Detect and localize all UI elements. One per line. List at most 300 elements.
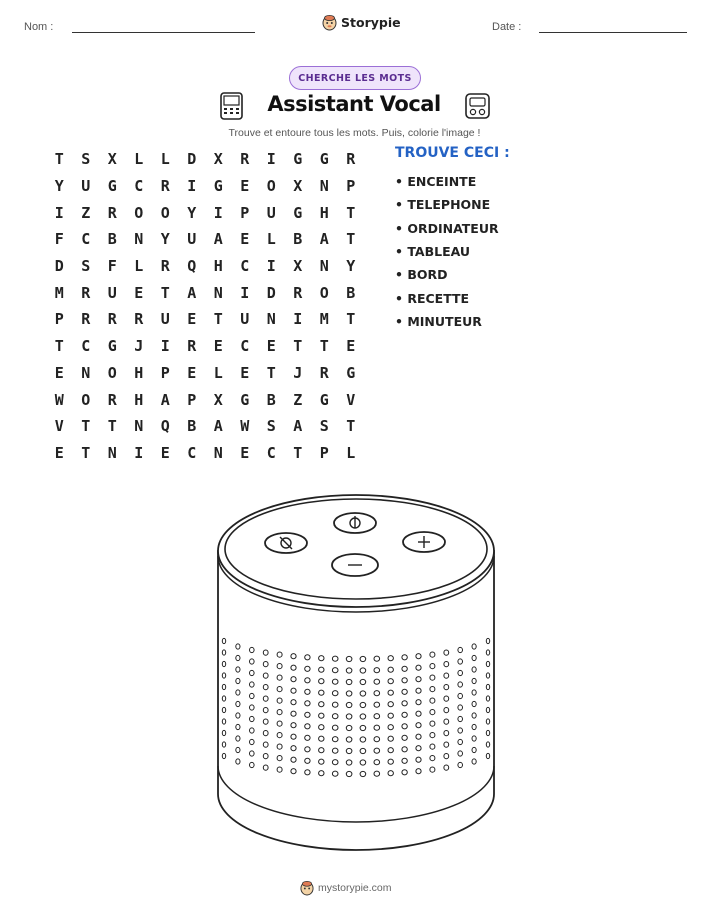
grille-hole xyxy=(222,707,225,712)
grille-hole xyxy=(319,759,324,764)
grille-hole xyxy=(305,689,310,694)
grid-letter[interactable]: E xyxy=(240,230,250,249)
grille-hole xyxy=(472,759,476,764)
grille-hole xyxy=(486,719,489,724)
grid-letter[interactable]: G xyxy=(319,390,329,409)
grille-hole xyxy=(236,759,240,764)
grille-hole xyxy=(346,737,352,742)
grille-hole xyxy=(486,661,489,666)
grille-hole xyxy=(319,771,324,776)
grid-letter[interactable]: C xyxy=(134,177,144,196)
grille-hole xyxy=(388,690,393,695)
grid-letter[interactable]: P xyxy=(240,203,250,222)
grille-hole xyxy=(430,675,435,680)
grille-hole xyxy=(416,688,421,693)
grille-hole xyxy=(416,769,421,774)
grid-letter[interactable]: S xyxy=(81,150,91,169)
grid-letter[interactable]: E xyxy=(240,177,250,196)
grid-letter[interactable]: A xyxy=(293,417,303,436)
grid-letter[interactable]: R xyxy=(160,177,170,196)
grille-hole xyxy=(291,665,296,670)
grille-hole xyxy=(458,647,463,652)
grille-hole xyxy=(250,739,255,744)
grille-hole xyxy=(430,767,435,772)
grille-hole xyxy=(388,702,393,707)
grid-letter[interactable]: A xyxy=(319,230,329,249)
grille-hole xyxy=(374,771,380,776)
grille-hole xyxy=(305,724,310,729)
grille-hole xyxy=(374,691,380,696)
grid-letter[interactable]: X xyxy=(213,390,223,409)
grid-letter[interactable]: E xyxy=(240,363,250,382)
grid-letter[interactable]: M xyxy=(319,310,329,329)
grid-letter[interactable]: T xyxy=(319,337,329,356)
grid-letter[interactable]: Z xyxy=(293,390,303,409)
grille-hole xyxy=(472,713,476,718)
grid-row xyxy=(46,146,364,173)
grid-letter[interactable]: U xyxy=(81,177,91,196)
grid-letter[interactable]: E xyxy=(134,283,144,302)
grid-letter[interactable]: I xyxy=(134,443,144,462)
grid-letter[interactable]: U xyxy=(240,310,250,329)
grid-row xyxy=(46,440,364,467)
grille-hole xyxy=(236,667,240,672)
grille-hole xyxy=(360,714,366,719)
grid-letter[interactable]: H xyxy=(319,203,329,222)
grid-letter[interactable]: P xyxy=(54,310,64,329)
grid-letter[interactable]: L xyxy=(213,363,223,382)
grid-letter[interactable]: N xyxy=(213,283,223,302)
grille-hole xyxy=(250,705,255,710)
grid-letter[interactable]: Y xyxy=(346,257,356,276)
grille-hole xyxy=(430,744,435,749)
grid-letter[interactable]: N xyxy=(81,363,91,382)
grid-letter[interactable]: T xyxy=(346,310,356,329)
grid-letter[interactable]: D xyxy=(187,150,197,169)
grille-hole xyxy=(374,748,380,753)
grid-letter[interactable]: U xyxy=(266,203,276,222)
grid-letter[interactable]: U xyxy=(187,230,197,249)
grid-row xyxy=(46,386,364,413)
grid-row xyxy=(46,279,364,306)
smart-speaker-illustration[interactable] xyxy=(210,494,502,860)
grille-hole xyxy=(277,756,282,761)
grille-hole xyxy=(444,719,449,724)
grille-hole xyxy=(472,736,476,741)
grid-letter[interactable]: O xyxy=(160,203,170,222)
grid-letter[interactable]: T xyxy=(107,417,117,436)
grille-hole xyxy=(291,688,296,693)
date-label: Date : xyxy=(492,21,522,33)
grille-hole xyxy=(360,668,366,673)
grid-letter[interactable]: D xyxy=(266,283,276,302)
grille-hole xyxy=(222,650,225,655)
grille-hole xyxy=(374,668,380,673)
grille-hole xyxy=(236,655,240,660)
grille-hole xyxy=(291,654,296,659)
grille-hole xyxy=(332,737,338,742)
grid-letter[interactable]: E xyxy=(266,337,276,356)
grille-hole xyxy=(291,723,296,728)
grille-hole xyxy=(250,647,255,652)
name-label: Nom : xyxy=(24,21,54,33)
grid-letter[interactable]: J xyxy=(134,337,144,356)
grille-hole xyxy=(236,701,240,706)
grille-hole xyxy=(416,700,421,705)
grid-letter[interactable]: X xyxy=(293,257,303,276)
grid-letter[interactable]: G xyxy=(240,390,250,409)
grid-letter[interactable]: T xyxy=(266,363,276,382)
grid-letter[interactable]: H xyxy=(134,363,144,382)
instructions: Trouve et entoure tous les mots. Puis, colorie l'image ! xyxy=(228,127,481,139)
grid-letter[interactable]: A xyxy=(160,390,170,409)
grid-letter[interactable]: Y xyxy=(54,177,64,196)
grille-hole xyxy=(388,759,393,764)
grid-letter[interactable]: O xyxy=(107,363,117,382)
grille-hole xyxy=(332,748,338,753)
grid-letter[interactable]: O xyxy=(81,390,91,409)
grid-letter[interactable]: B xyxy=(346,283,356,302)
grid-letter[interactable]: G xyxy=(346,363,356,382)
grid-letter[interactable]: T xyxy=(346,417,356,436)
grille-hole xyxy=(388,748,393,753)
grid-letter[interactable]: I xyxy=(293,310,303,329)
grid-row xyxy=(46,226,364,253)
grid-letter[interactable]: C xyxy=(187,443,197,462)
grid-letter[interactable]: C xyxy=(81,230,91,249)
grid-letter[interactable]: E xyxy=(213,337,223,356)
grid-letter[interactable]: N xyxy=(134,417,144,436)
grid-letter[interactable]: L xyxy=(160,150,170,169)
grid-letter[interactable]: A xyxy=(187,283,197,302)
grid-letter[interactable]: S xyxy=(266,417,276,436)
grid-letter[interactable]: R xyxy=(319,363,329,382)
grid-letter[interactable]: G xyxy=(107,337,117,356)
grille-hole xyxy=(388,679,393,684)
grille-hole xyxy=(472,667,476,672)
grille-hole xyxy=(263,742,268,747)
grid-letter[interactable]: S xyxy=(81,257,91,276)
grid-letter[interactable]: Y xyxy=(187,203,197,222)
grid-letter[interactable]: E xyxy=(160,443,170,462)
grid-letter[interactable]: U xyxy=(160,310,170,329)
grille-hole xyxy=(444,696,449,701)
grille-hole xyxy=(277,664,282,669)
grid-letter[interactable]: E xyxy=(54,443,64,462)
grille-hole xyxy=(402,735,407,740)
grille-hole xyxy=(472,701,476,706)
grille-hole xyxy=(319,690,324,695)
grille-hole xyxy=(458,728,463,733)
grid-letter[interactable]: W xyxy=(54,390,64,409)
grid-letter[interactable]: R xyxy=(293,283,303,302)
date-line[interactable] xyxy=(539,32,687,33)
grid-letter[interactable]: A xyxy=(213,230,223,249)
grille-hole xyxy=(458,659,463,664)
grid-letter[interactable]: L xyxy=(134,257,144,276)
grille-hole xyxy=(360,691,366,696)
grille-hole xyxy=(346,760,352,765)
grid-letter[interactable]: L xyxy=(266,230,276,249)
grille-hole xyxy=(277,675,282,680)
grille-hole xyxy=(222,753,225,758)
grid-letter[interactable]: V xyxy=(54,417,64,436)
grille-hole xyxy=(374,679,380,684)
grid-letter[interactable]: N xyxy=(319,257,329,276)
grid-letter[interactable]: B xyxy=(107,230,117,249)
grille-hole xyxy=(360,679,366,684)
grid-letter[interactable]: R xyxy=(81,310,91,329)
grid-letter[interactable]: G xyxy=(107,177,117,196)
grille-hole xyxy=(222,696,225,701)
grille-hole xyxy=(486,707,489,712)
grille-hole xyxy=(430,687,435,692)
grid-letter[interactable]: O xyxy=(319,283,329,302)
grid-letter[interactable]: X xyxy=(107,150,117,169)
grille-hole xyxy=(458,739,463,744)
grille-hole xyxy=(277,733,282,738)
grid-letter[interactable]: S xyxy=(319,417,329,436)
grid-letter[interactable]: X xyxy=(293,177,303,196)
word-list-item: • ENCEINTE xyxy=(395,174,477,190)
grille-hole xyxy=(430,710,435,715)
grid-letter[interactable]: L xyxy=(134,150,144,169)
grille-hole xyxy=(277,710,282,715)
grille-hole xyxy=(222,638,225,643)
grid-letter[interactable]: R xyxy=(160,257,170,276)
grid-letter[interactable]: P xyxy=(346,177,356,196)
grille-hole xyxy=(486,650,489,655)
grid-letter[interactable]: E xyxy=(346,337,356,356)
grid-letter[interactable]: T xyxy=(346,203,356,222)
grid-letter[interactable]: G xyxy=(213,177,223,196)
grille-hole xyxy=(486,753,489,758)
grille-hole xyxy=(374,725,380,730)
grid-letter[interactable]: N xyxy=(266,310,276,329)
grid-letter[interactable]: E xyxy=(240,443,250,462)
grid-letter[interactable]: T xyxy=(346,230,356,249)
grid-letter[interactable]: J xyxy=(293,363,303,382)
grille-hole xyxy=(486,673,489,678)
grid-letter[interactable]: R xyxy=(134,310,144,329)
grid-letter[interactable]: I xyxy=(240,283,250,302)
grid-row xyxy=(46,306,364,333)
grid-letter[interactable]: N xyxy=(319,177,329,196)
grille-hole xyxy=(291,746,296,751)
grid-letter[interactable]: P xyxy=(160,363,170,382)
grid-row xyxy=(46,360,364,387)
grille-hole xyxy=(291,700,296,705)
grid-letter[interactable]: H xyxy=(134,390,144,409)
grille-hole xyxy=(388,736,393,741)
grille-hole xyxy=(263,765,268,770)
grid-letter[interactable]: E xyxy=(54,363,64,382)
grid-letter[interactable]: R xyxy=(107,310,117,329)
grille-hole xyxy=(444,662,449,667)
grille-hole xyxy=(402,689,407,694)
grid-letter[interactable]: M xyxy=(54,283,64,302)
grid-letter[interactable]: C xyxy=(240,337,250,356)
grid-letter[interactable]: Q xyxy=(187,257,197,276)
grille-hole xyxy=(250,716,255,721)
grille-hole xyxy=(360,748,366,753)
grille-hole xyxy=(236,644,240,649)
grid-letter[interactable]: C xyxy=(240,257,250,276)
grille-hole xyxy=(277,744,282,749)
grid-letter[interactable]: V xyxy=(346,390,356,409)
grid-letter[interactable]: C xyxy=(81,337,91,356)
grille-hole xyxy=(346,702,352,707)
grid-letter[interactable]: E xyxy=(187,310,197,329)
grid-letter[interactable]: L xyxy=(346,443,356,462)
grille-hole xyxy=(305,678,310,683)
grille-hole xyxy=(291,757,296,762)
grille-hole xyxy=(346,656,352,661)
grid-letter[interactable]: I xyxy=(160,337,170,356)
grid-letter[interactable]: T xyxy=(213,310,223,329)
grille-hole xyxy=(444,650,449,655)
grille-hole xyxy=(416,757,421,762)
grille-hole xyxy=(291,769,296,774)
grille-hole xyxy=(305,701,310,706)
category-badge: CHERCHE LES MOTS xyxy=(289,66,421,90)
grille-hole xyxy=(416,711,421,716)
grid-letter[interactable]: P xyxy=(187,390,197,409)
grid-letter[interactable]: R xyxy=(187,337,197,356)
grid-letter[interactable]: I xyxy=(213,203,223,222)
grille-hole xyxy=(444,685,449,690)
grille-hole xyxy=(236,678,240,683)
word-list-item: • BORD xyxy=(395,267,448,283)
radio-device-icon xyxy=(464,92,491,120)
grid-letter[interactable]: Q xyxy=(160,417,170,436)
grid-letter[interactable]: I xyxy=(54,203,64,222)
grid-letter[interactable]: P xyxy=(319,443,329,462)
grille-hole xyxy=(402,701,407,706)
grid-letter[interactable]: B xyxy=(293,230,303,249)
grid-letter[interactable]: G xyxy=(293,203,303,222)
grid-letter[interactable]: G xyxy=(319,150,329,169)
grid-letter[interactable]: R xyxy=(81,283,91,302)
grid-letter[interactable]: F xyxy=(54,230,64,249)
word-list-item: • MINUTEUR xyxy=(395,313,482,329)
grille-hole xyxy=(374,737,380,742)
word-list-item: • TELEPHONE xyxy=(395,197,491,213)
grid-letter[interactable]: T xyxy=(160,283,170,302)
grid-letter[interactable]: C xyxy=(266,443,276,462)
grid-letter[interactable]: A xyxy=(213,417,223,436)
word-search-grid[interactable] xyxy=(46,146,364,466)
brand-name: Storypie xyxy=(341,15,401,30)
grille-hole xyxy=(472,678,476,683)
grille-hole xyxy=(472,690,476,695)
grid-letter[interactable]: N xyxy=(134,230,144,249)
grid-letter[interactable]: B xyxy=(266,390,276,409)
storypie-mascot-icon xyxy=(300,880,314,896)
grille-hole xyxy=(360,771,366,776)
grid-letter[interactable]: R xyxy=(107,390,117,409)
grille-hole xyxy=(444,742,449,747)
grid-row xyxy=(46,253,364,280)
grid-letter[interactable]: O xyxy=(134,203,144,222)
grid-letter[interactable]: I xyxy=(187,177,197,196)
grille-hole xyxy=(332,702,338,707)
grille-hole xyxy=(458,705,463,710)
grille-hole xyxy=(486,730,489,735)
grid-letter[interactable]: E xyxy=(187,363,197,382)
grid-letter[interactable]: R xyxy=(107,203,117,222)
grid-letter[interactable]: T xyxy=(81,417,91,436)
grille-hole xyxy=(236,690,240,695)
grid-letter[interactable]: R xyxy=(346,150,356,169)
grid-row xyxy=(46,199,364,226)
grille-hole xyxy=(430,698,435,703)
grille-hole xyxy=(305,712,310,717)
grille-hole xyxy=(458,751,463,756)
grille-hole xyxy=(346,714,352,719)
grid-letter[interactable]: W xyxy=(240,417,250,436)
grid-letter[interactable]: N xyxy=(107,443,117,462)
grille-hole xyxy=(458,716,463,721)
grid-letter[interactable]: G xyxy=(293,150,303,169)
grille-hole xyxy=(444,765,449,770)
word-list-item: • TABLEAU xyxy=(395,244,471,260)
grille-hole xyxy=(402,724,407,729)
grille-hole xyxy=(319,736,324,741)
grille-hole xyxy=(305,770,310,775)
grid-letter[interactable]: N xyxy=(213,443,223,462)
grille-hole xyxy=(374,760,380,765)
grid-letter[interactable]: R xyxy=(240,150,250,169)
grid-letter[interactable]: T xyxy=(54,337,64,356)
grille-hole xyxy=(319,679,324,684)
grid-letter[interactable]: T xyxy=(293,337,303,356)
grid-letter[interactable]: O xyxy=(266,177,276,196)
name-line[interactable] xyxy=(72,32,255,33)
grid-letter[interactable]: T xyxy=(81,443,91,462)
grille-hole xyxy=(236,747,240,752)
grid-letter[interactable]: I xyxy=(266,257,276,276)
grille-hole xyxy=(319,702,324,707)
grille-hole xyxy=(291,711,296,716)
grille-hole xyxy=(388,713,393,718)
grid-letter[interactable]: T xyxy=(54,150,64,169)
grille-hole xyxy=(263,719,268,724)
grid-letter[interactable]: I xyxy=(266,150,276,169)
grille-hole xyxy=(444,708,449,713)
grille-hole xyxy=(332,691,338,696)
grid-letter[interactable]: F xyxy=(107,257,117,276)
grille-hole xyxy=(236,724,240,729)
grille-hole xyxy=(263,731,268,736)
grid-letter[interactable]: B xyxy=(187,417,197,436)
grid-letter[interactable]: T xyxy=(293,443,303,462)
grid-letter[interactable]: Z xyxy=(81,203,91,222)
grid-letter[interactable]: D xyxy=(54,257,64,276)
grille-hole xyxy=(319,748,324,753)
grid-letter[interactable]: Y xyxy=(160,230,170,249)
grille-hole xyxy=(250,693,255,698)
grid-letter[interactable]: H xyxy=(213,257,223,276)
word-list xyxy=(395,170,499,333)
grid-letter[interactable]: U xyxy=(107,283,117,302)
grid-letter[interactable]: X xyxy=(213,150,223,169)
word-list-item: • ORDINATEUR xyxy=(395,220,499,236)
grille-hole xyxy=(458,762,463,767)
grille-hole xyxy=(332,725,338,730)
grille-hole xyxy=(263,754,268,759)
grille-hole xyxy=(472,724,476,729)
